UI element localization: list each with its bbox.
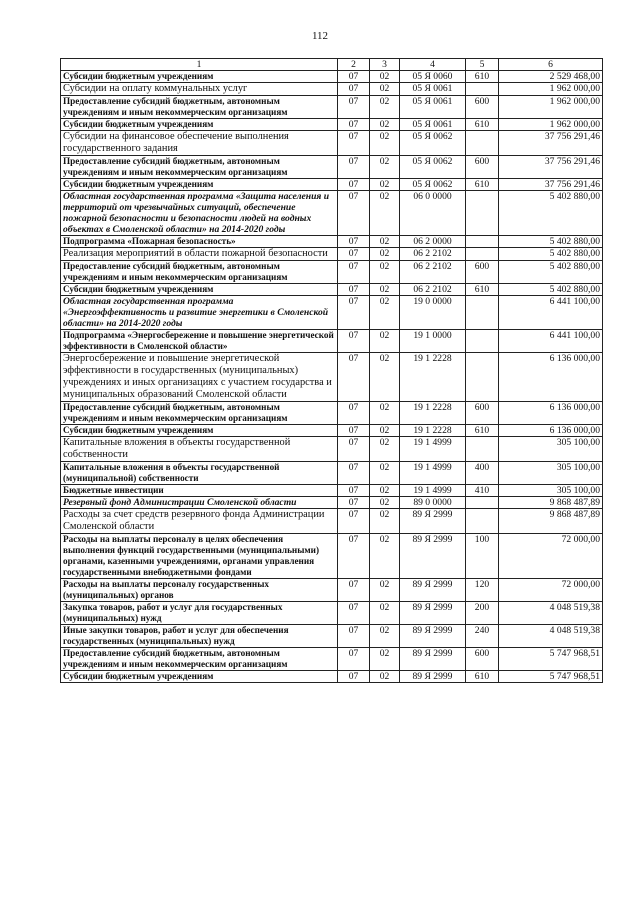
row-target-code: 89 Я 2999 [400,509,466,534]
row-subsection: 02 [370,261,400,284]
row-name: Субсидии бюджетным учреждениям [61,425,338,437]
row-target-code: 05 Я 0062 [400,131,466,156]
row-target-code: 19 1 2228 [400,425,466,437]
row-subsection: 02 [370,462,400,485]
row-target-code: 05 Я 0061 [400,96,466,119]
row-subsection: 02 [370,71,400,83]
row-expense-type [466,509,499,534]
row-section: 07 [338,353,370,402]
table-row [61,179,603,191]
row-target-code: 05 Я 0062 [400,156,466,179]
table-row [61,534,603,579]
row-section: 07 [338,119,370,131]
row-target-code: 19 1 4999 [400,437,466,462]
row-amount: 37 756 291,46 [499,179,603,191]
row-section: 07 [338,330,370,353]
row-expense-type [466,437,499,462]
row-target-code: 89 0 0000 [400,497,466,509]
row-name: Бюджетные инвестиции [61,485,338,497]
table-row [61,579,603,602]
row-name: Энергосбережение и повышение энергетической эффективности в государственных (муниципальных) учреждениях и иных организациях с участием государства и муниципальных образований Смоленской области [61,353,338,402]
row-expense-type: 610 [466,119,499,131]
row-expense-type [466,236,499,248]
row-name: Предоставление субсидий бюджетным, автономным учреждениям и иным некоммерческим организациям [61,648,338,671]
column-header: 1 [61,59,338,71]
row-amount: 5 402 880,00 [499,191,603,236]
table-row [61,485,603,497]
table-row [61,625,603,648]
row-amount: 6 136 000,00 [499,402,603,425]
row-expense-type: 600 [466,402,499,425]
row-amount: 72 000,00 [499,534,603,579]
table-row [61,71,603,83]
row-expense-type [466,296,499,330]
row-amount: 5 747 968,51 [499,671,603,683]
table-row [61,497,603,509]
row-section: 07 [338,248,370,261]
row-subsection: 02 [370,96,400,119]
column-header: 4 [400,59,466,71]
row-expense-type [466,191,499,236]
row-name: Субсидии бюджетным учреждениям [61,71,338,83]
row-target-code: 19 1 4999 [400,462,466,485]
row-subsection: 02 [370,296,400,330]
row-subsection: 02 [370,284,400,296]
row-section: 07 [338,648,370,671]
table-row [61,462,603,485]
table-row [61,402,603,425]
row-name: Областная государственная программа «Защита населения и территорий от чрезвычайных ситуаций, обеспечение пожарной безопасности и безопасности людей на водных объектах в Смоленской области» на 2014-2020 годы [61,191,338,236]
row-subsection: 02 [370,83,400,96]
row-amount: 9 868 487,89 [499,509,603,534]
row-expense-type: 400 [466,462,499,485]
table-row [61,83,603,96]
row-subsection: 02 [370,602,400,625]
row-section: 07 [338,96,370,119]
table-row [61,437,603,462]
row-expense-type: 600 [466,96,499,119]
row-name: Областная государственная программа «Энергоэффективность и развитие энергетики в Смоленской области» на 2014-2020 годы [61,296,338,330]
row-amount: 5 402 880,00 [499,284,603,296]
row-subsection: 02 [370,353,400,402]
row-expense-type: 610 [466,179,499,191]
row-expense-type [466,330,499,353]
row-section: 07 [338,579,370,602]
table-row [61,119,603,131]
row-section: 07 [338,296,370,330]
table-row [61,602,603,625]
row-section: 07 [338,236,370,248]
table-row [61,353,603,402]
row-section: 07 [338,402,370,425]
table-row [61,191,603,236]
row-target-code: 05 Я 0061 [400,83,466,96]
row-target-code: 06 2 2102 [400,248,466,261]
row-section: 07 [338,485,370,497]
row-target-code: 19 1 2228 [400,353,466,402]
row-name: Субсидии на оплату коммунальных услуг [61,83,338,96]
row-expense-type [466,353,499,402]
row-target-code: 19 0 0000 [400,296,466,330]
row-amount: 305 100,00 [499,485,603,497]
row-name: Предоставление субсидий бюджетным, автономным учреждениям и иным некоммерческим организациям [61,96,338,119]
table-row [61,671,603,683]
table-row [61,96,603,119]
column-header: 6 [499,59,603,71]
row-name: Расходы на выплаты персоналу государственных (муниципальных) органов [61,579,338,602]
row-target-code: 06 0 0000 [400,191,466,236]
row-name: Субсидии на финансовое обеспечение выполнения государственного задания [61,131,338,156]
row-target-code: 06 2 0000 [400,236,466,248]
row-target-code: 06 2 2102 [400,284,466,296]
row-name: Субсидии бюджетным учреждениям [61,179,338,191]
row-expense-type [466,83,499,96]
row-subsection: 02 [370,248,400,261]
row-subsection: 02 [370,485,400,497]
row-name: Предоставление субсидий бюджетным, автономным учреждениям и иным некоммерческим организациям [61,402,338,425]
row-amount: 5 402 880,00 [499,236,603,248]
row-subsection: 02 [370,625,400,648]
row-expense-type: 600 [466,261,499,284]
row-expense-type [466,248,499,261]
column-header: 5 [466,59,499,71]
row-name: Закупка товаров, работ и услуг для государственных (муниципальных) нужд [61,602,338,625]
row-target-code: 19 1 4999 [400,485,466,497]
table-row [61,248,603,261]
row-amount: 5 747 968,51 [499,648,603,671]
row-expense-type: 100 [466,534,499,579]
row-subsection: 02 [370,131,400,156]
column-header: 2 [338,59,370,71]
row-subsection: 02 [370,497,400,509]
row-section: 07 [338,534,370,579]
table-row [61,330,603,353]
row-target-code: 05 Я 0060 [400,71,466,83]
row-amount: 6 136 000,00 [499,353,603,402]
row-amount: 2 529 468,00 [499,71,603,83]
row-expense-type: 610 [466,71,499,83]
row-target-code: 89 Я 2999 [400,648,466,671]
row-section: 07 [338,671,370,683]
row-amount: 305 100,00 [499,437,603,462]
row-target-code: 19 1 2228 [400,402,466,425]
table-row [61,261,603,284]
row-amount: 72 000,00 [499,579,603,602]
row-section: 07 [338,191,370,236]
row-amount: 4 048 519,38 [499,602,603,625]
row-amount: 1 962 000,00 [499,96,603,119]
row-target-code: 89 Я 2999 [400,602,466,625]
table-row [61,284,603,296]
row-amount: 6 441 100,00 [499,296,603,330]
row-target-code: 19 1 0000 [400,330,466,353]
row-target-code: 05 Я 0062 [400,179,466,191]
row-subsection: 02 [370,425,400,437]
row-target-code: 06 2 2102 [400,261,466,284]
row-subsection: 02 [370,330,400,353]
row-section: 07 [338,497,370,509]
row-section: 07 [338,509,370,534]
row-name: Иные закупки товаров, работ и услуг для обеспечения государственных (муниципальных) нужд [61,625,338,648]
table-row [61,236,603,248]
column-header: 3 [370,59,400,71]
row-amount: 9 868 487,89 [499,497,603,509]
row-subsection: 02 [370,179,400,191]
row-section: 07 [338,602,370,625]
row-name: Субсидии бюджетным учреждениям [61,119,338,131]
row-subsection: 02 [370,534,400,579]
row-amount: 37 756 291,46 [499,156,603,179]
row-section: 07 [338,425,370,437]
row-amount: 6 441 100,00 [499,330,603,353]
row-section: 07 [338,625,370,648]
row-target-code: 89 Я 2999 [400,625,466,648]
row-target-code: 89 Я 2999 [400,579,466,602]
row-amount: 5 402 880,00 [499,261,603,284]
row-subsection: 02 [370,437,400,462]
row-expense-type: 410 [466,485,499,497]
row-subsection: 02 [370,671,400,683]
row-subsection: 02 [370,509,400,534]
row-subsection: 02 [370,402,400,425]
row-expense-type: 610 [466,284,499,296]
row-amount: 1 962 000,00 [499,119,603,131]
row-amount: 1 962 000,00 [499,83,603,96]
row-expense-type: 600 [466,648,499,671]
table-row [61,156,603,179]
table-row [61,131,603,156]
row-expense-type: 600 [466,156,499,179]
row-name: Предоставление субсидий бюджетным, автономным учреждениям и иным некоммерческим организациям [61,156,338,179]
table-row [61,648,603,671]
row-expense-type: 610 [466,425,499,437]
row-name: Расходы на выплаты персоналу в целях обеспечения выполнения функций государственными (муниципальными) органами, казенными учреждениями, органами управления государственными внебюджетными фондами [61,534,338,579]
budget-table [60,58,603,683]
row-name: Капитальные вложения в объекты государственной собственности [61,437,338,462]
row-expense-type: 200 [466,602,499,625]
row-expense-type [466,497,499,509]
row-subsection: 02 [370,156,400,179]
table-row [61,509,603,534]
row-section: 07 [338,179,370,191]
row-section: 07 [338,261,370,284]
column-number-row [61,59,603,71]
row-name: Предоставление субсидий бюджетным, автономным учреждениям и иным некоммерческим организациям [61,261,338,284]
row-name: Субсидии бюджетным учреждениям [61,284,338,296]
row-subsection: 02 [370,191,400,236]
row-subsection: 02 [370,579,400,602]
row-section: 07 [338,83,370,96]
row-amount: 37 756 291,46 [499,131,603,156]
row-amount: 6 136 000,00 [499,425,603,437]
row-section: 07 [338,156,370,179]
row-amount: 4 048 519,38 [499,625,603,648]
row-expense-type: 120 [466,579,499,602]
row-target-code: 05 Я 0061 [400,119,466,131]
page-number: 112 [311,30,329,42]
row-name: Подпрограмма «Пожарная безопасность» [61,236,338,248]
row-name: Субсидии бюджетным учреждениям [61,671,338,683]
table-row [61,296,603,330]
row-amount: 305 100,00 [499,462,603,485]
row-expense-type: 610 [466,671,499,683]
row-section: 07 [338,437,370,462]
row-subsection: 02 [370,236,400,248]
row-name: Капитальные вложения в объекты государственной (муниципальной) собственности [61,462,338,485]
row-section: 07 [338,462,370,485]
row-name: Реализация мероприятий в области пожарной безопасности [61,248,338,261]
row-subsection: 02 [370,119,400,131]
row-section: 07 [338,71,370,83]
row-name: Резервный фонд Администрации Смоленской области [61,497,338,509]
row-name: Подпрограмма «Энергосбережение и повышение энергетической эффективности в Смоленской области» [61,330,338,353]
row-expense-type: 240 [466,625,499,648]
table-row [61,425,603,437]
row-subsection: 02 [370,648,400,671]
row-section: 07 [338,284,370,296]
row-amount: 5 402 880,00 [499,248,603,261]
row-expense-type [466,131,499,156]
row-target-code: 89 Я 2999 [400,671,466,683]
row-target-code: 89 Я 2999 [400,534,466,579]
row-name: Расходы за счет средств резервного фонда Администрации Смоленской области [61,509,338,534]
row-section: 07 [338,131,370,156]
